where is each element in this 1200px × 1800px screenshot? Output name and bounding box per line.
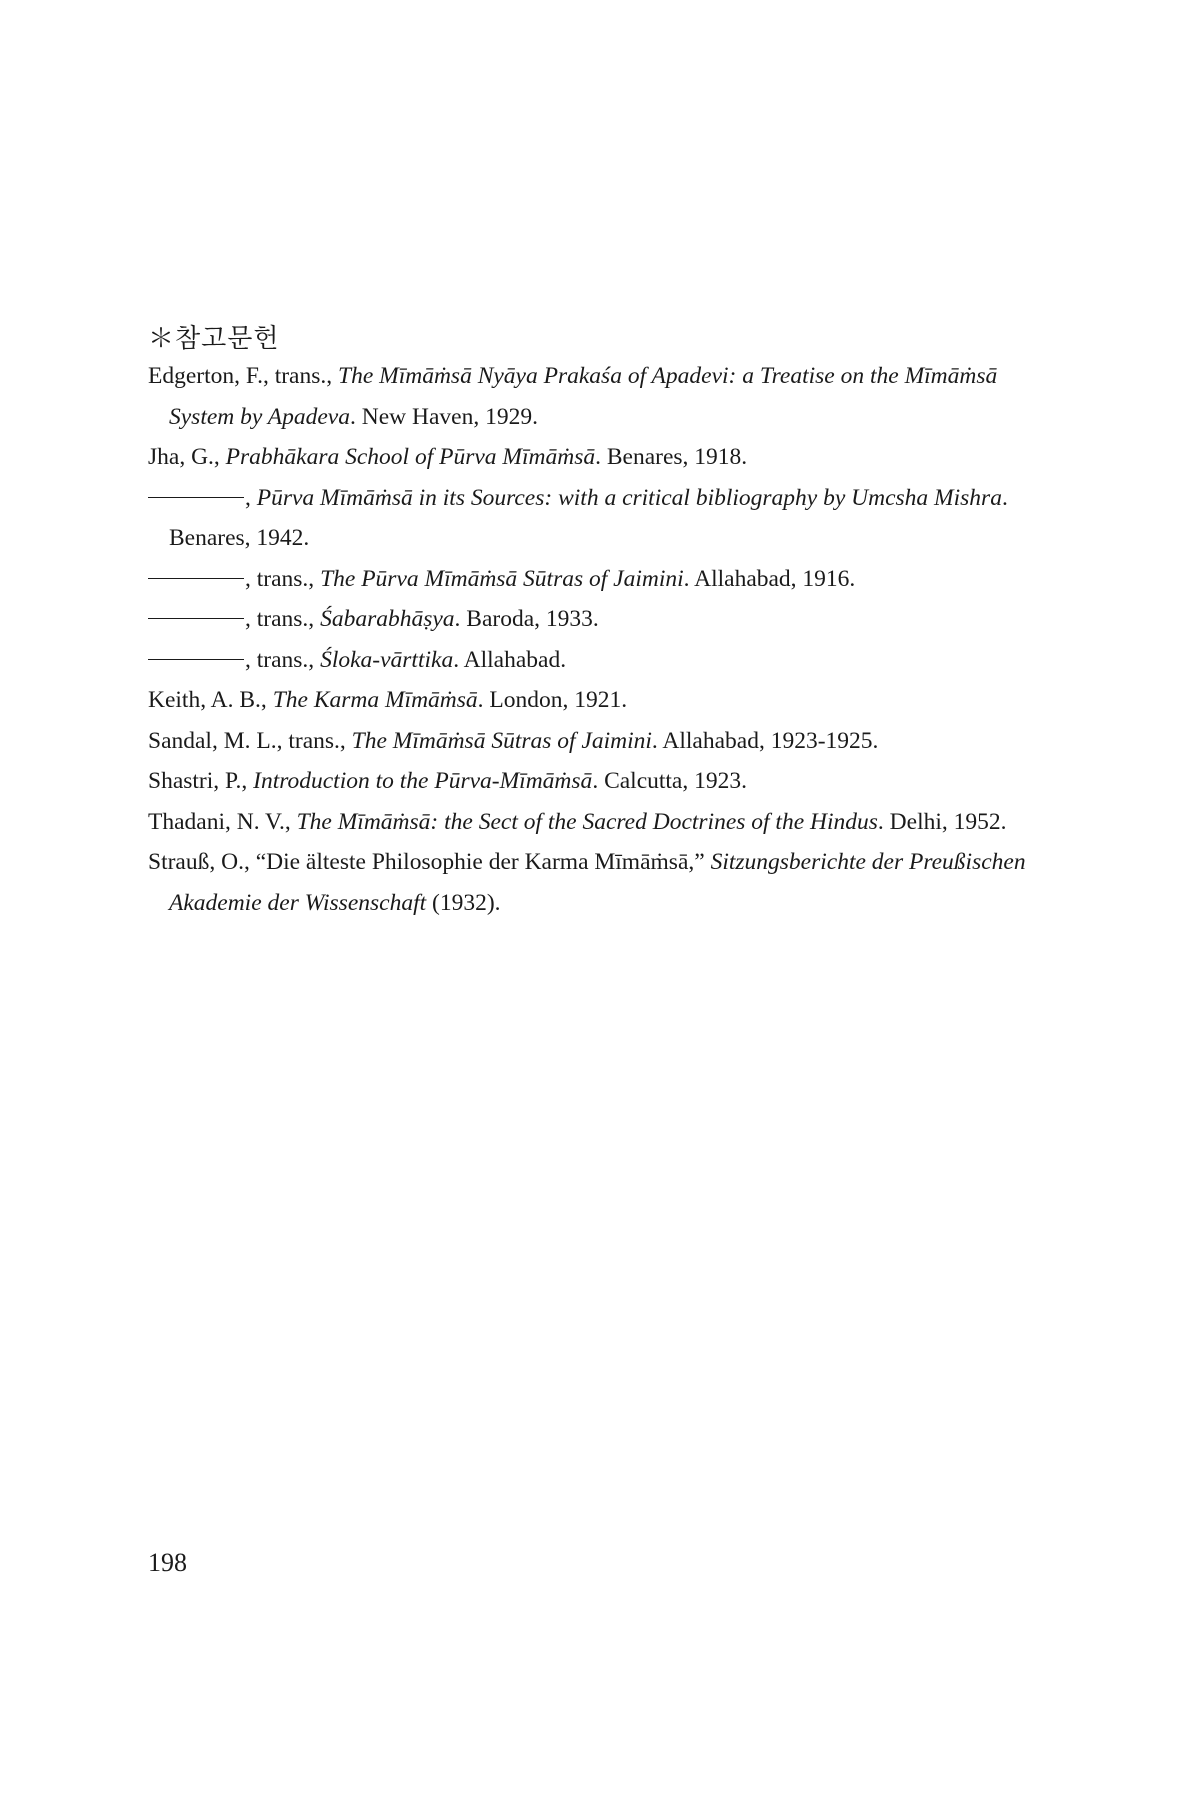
entry-author: Sandal, M. L., trans.,	[148, 727, 352, 754]
entry-publication: (1932).	[426, 889, 501, 916]
entry-title: Pūrva Mīmāṁsā in its Sources: with a critical bibliography by Umcsha Mishra	[256, 484, 1002, 511]
entry-title: Śloka-vārttika	[320, 646, 454, 673]
entry-title: The Mīmāṁsā Nyāya Prakaśa of Apadevi: a Treatise on the Mīmāṁsā System by Apadeva	[169, 363, 998, 430]
bibliography-entry	[148, 437, 1048, 478]
entry-author: Strauß, O., “Die älteste Philosophie der Karma Mīmāṁsā,”	[148, 849, 711, 875]
bibliography-entry	[148, 721, 1048, 762]
entry-author: , trans.,	[245, 646, 321, 673]
bibliography-list	[148, 356, 1048, 923]
entry-title: The Karma Mīmāṁsā	[272, 687, 478, 713]
page-number: 198	[148, 1548, 187, 1577]
entry-publication: . New Haven, 1929.	[349, 403, 538, 430]
entry-author: , trans.,	[245, 606, 321, 632]
entry-title: Sitzungsberichte der Preußischen Akademie der Wissenschaft	[169, 849, 1026, 916]
ditto-dash	[148, 659, 244, 660]
entry-publication: . Delhi, 1952.	[877, 808, 1007, 835]
bibliography-entry	[148, 802, 1048, 843]
entry-author: ,	[245, 484, 257, 511]
bibliography-entry	[148, 599, 1048, 640]
bibliography-entry	[148, 680, 1048, 721]
entry-title: The Mīmāṁsā Sūtras of Jaimini	[351, 727, 652, 754]
entry-publication: . Allahabad, 1916.	[683, 565, 856, 592]
entry-publication: . Baroda, 1933.	[454, 606, 599, 632]
ditto-dash	[148, 578, 244, 579]
entry-publication: . Benares, 1918.	[595, 444, 748, 470]
entry-author: Edgerton, F., trans.,	[148, 363, 339, 389]
references-heading: ＊참고문헌	[148, 324, 280, 354]
bibliography-entry	[148, 559, 1048, 600]
entry-title: Prabhākara School of Pūrva Mīmāṁsā	[225, 444, 596, 470]
entry-title: Śabarabhāṣya	[320, 606, 455, 632]
bibliography-entry	[148, 761, 1048, 802]
entry-title: The Pūrva Mīmāṁsā Sūtras of Jaimini	[320, 565, 684, 592]
entry-author: Shastri, P.,	[148, 768, 254, 794]
bibliography-entry	[148, 478, 1048, 559]
entry-publication: . Benares, 1942.	[169, 484, 1008, 551]
entry-publication: . Allahabad, 1923-1925.	[651, 727, 879, 754]
entry-author: Jha, G.,	[148, 444, 226, 470]
ditto-dash	[148, 618, 244, 619]
entry-author: Keith, A. B.,	[148, 687, 273, 713]
ditto-dash	[148, 497, 244, 498]
entry-author: , trans.,	[245, 565, 321, 592]
entry-publication: . Calcutta, 1923.	[592, 768, 747, 794]
bibliography-entry	[148, 640, 1048, 681]
entry-title: The Mīmāṁsā: the Sect of the Sacred Doctrines of the Hindus	[296, 808, 878, 835]
entry-title: Introduction to the Pūrva-Mīmāṁsā	[253, 768, 593, 794]
bibliography-entry	[148, 842, 1048, 923]
entry-author: Thadani, N. V.,	[148, 808, 297, 835]
bibliography-entry	[148, 356, 1048, 437]
entry-publication: . London, 1921.	[477, 687, 628, 713]
entry-publication: . Allahabad.	[453, 646, 567, 673]
